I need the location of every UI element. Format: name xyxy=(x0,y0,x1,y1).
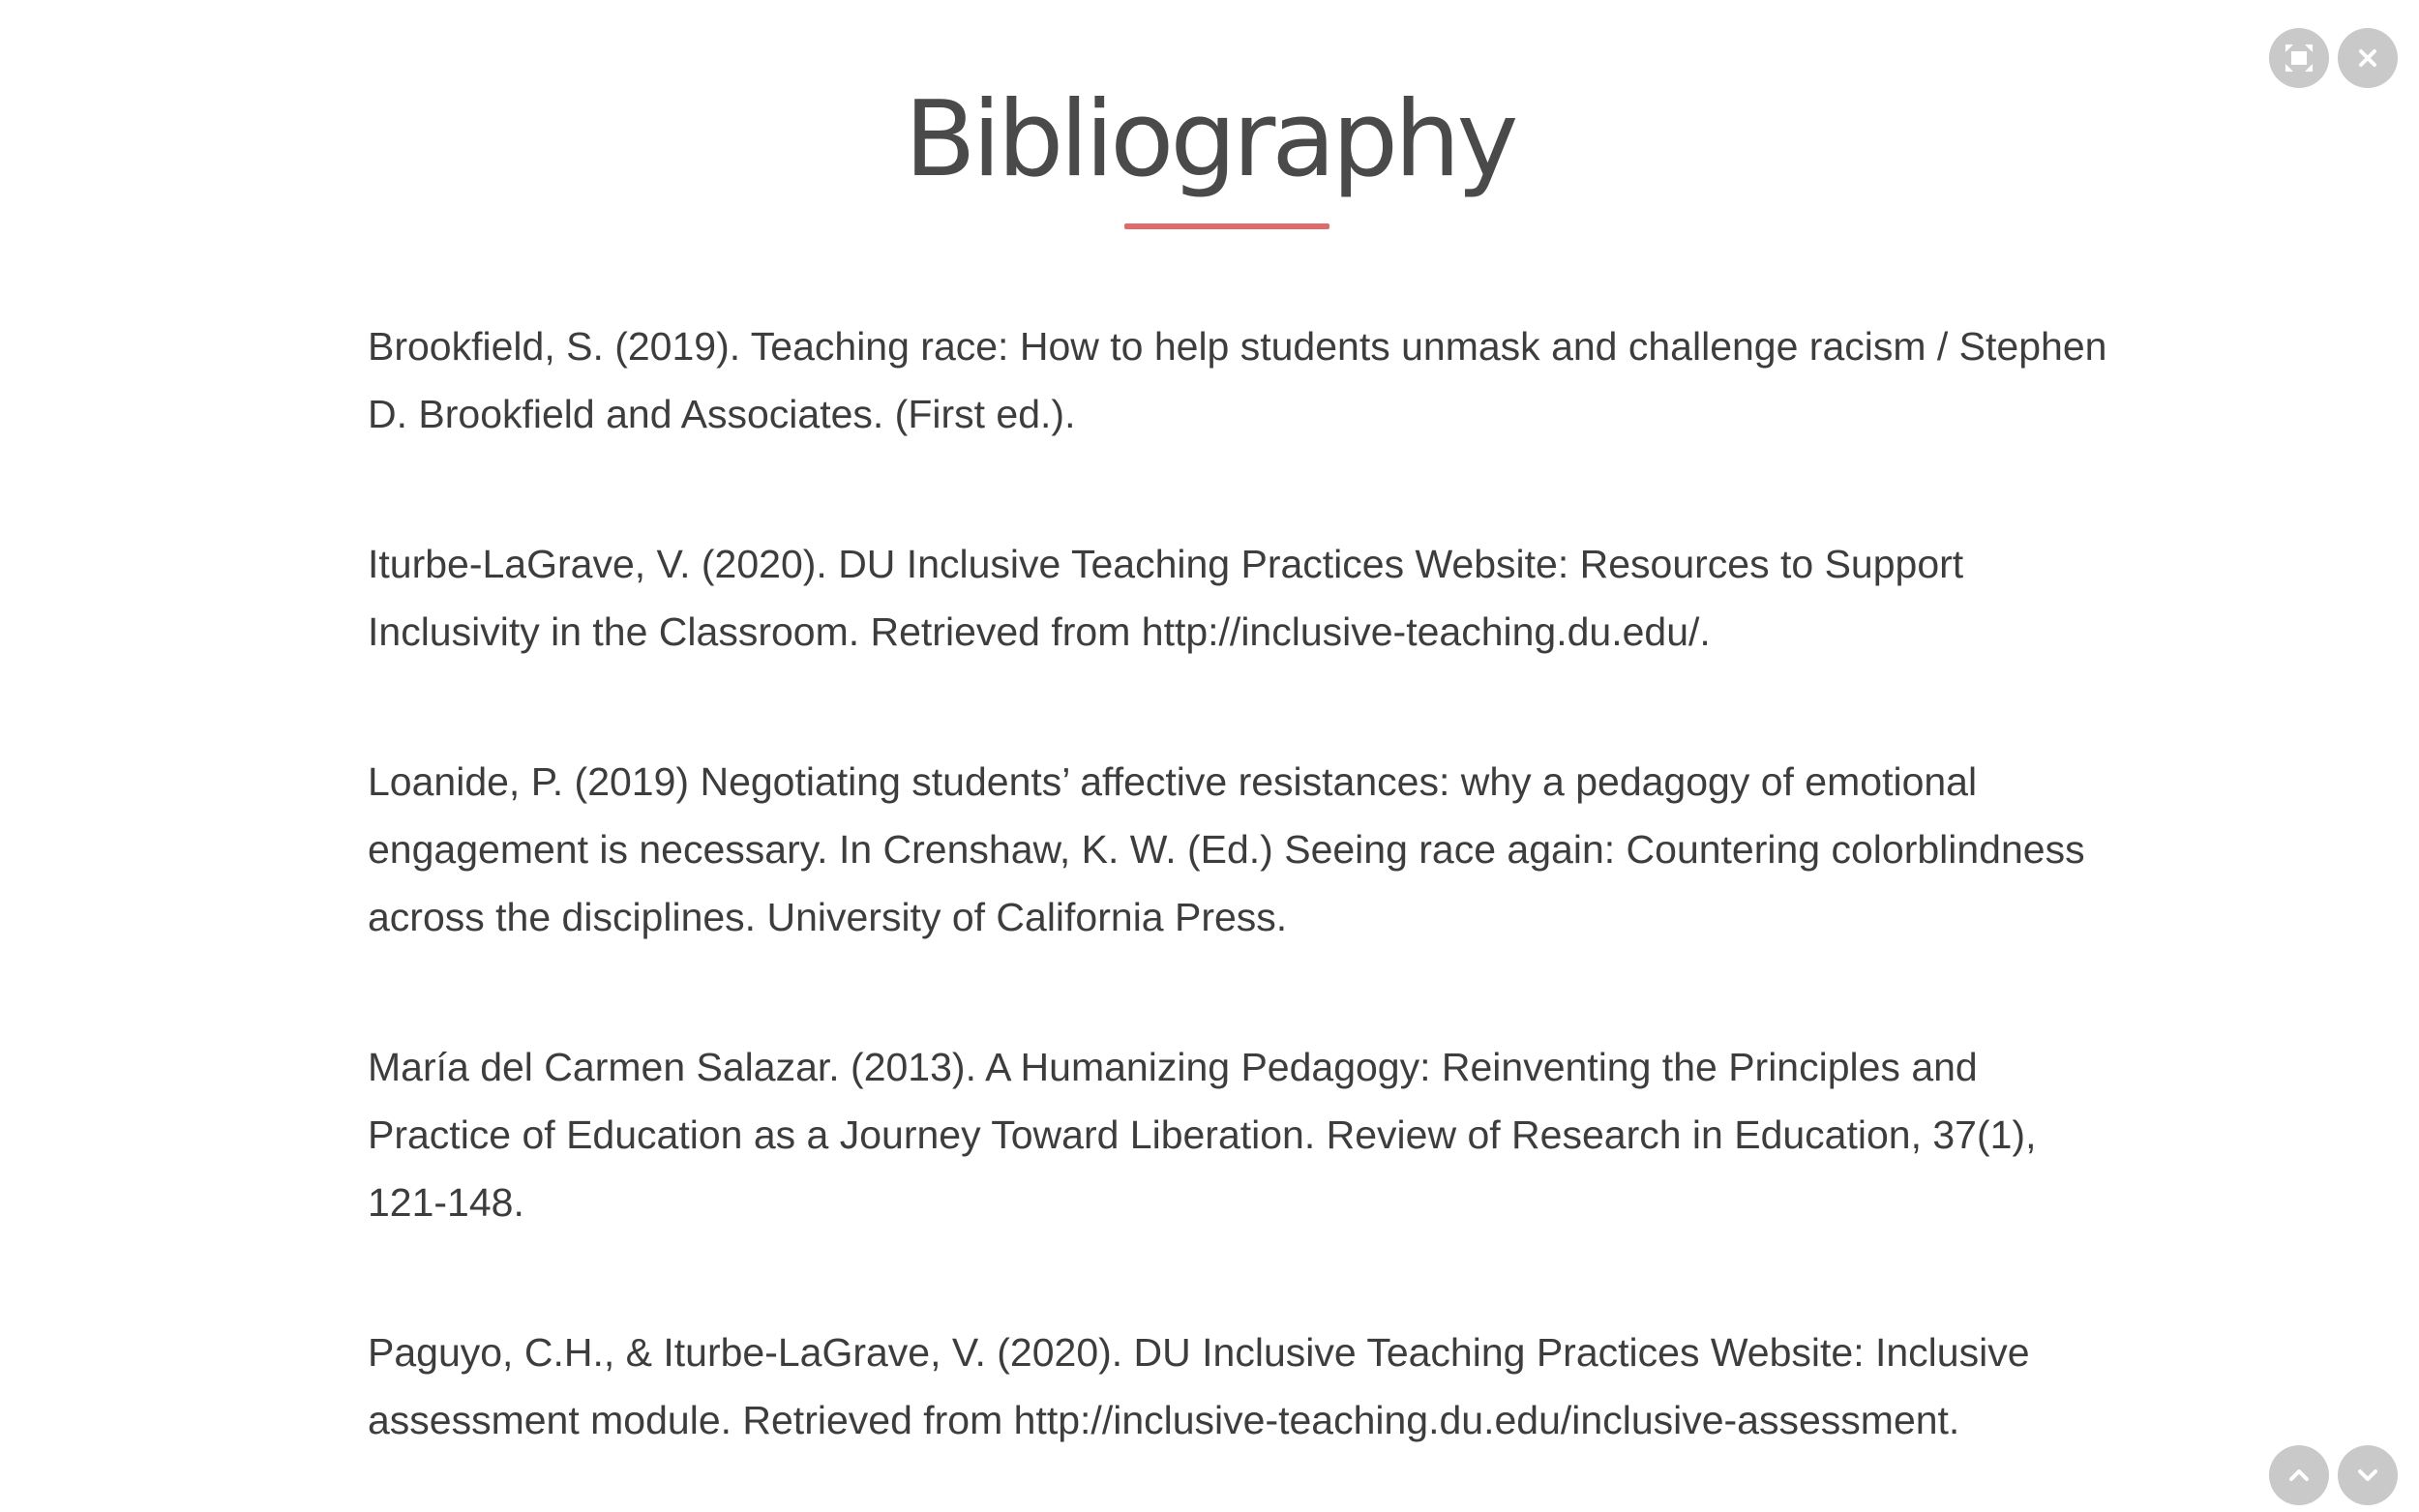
bibliography-entry: Iturbe-LaGrave, V. (2020). DU Inclusive Teaching Practices Website: Resources to Support Inclusivity in the Classroom. Retrieved from http://inclusive-teaching.du.edu/. xyxy=(368,542,1964,654)
close-icon xyxy=(2355,45,2380,71)
close-button[interactable] xyxy=(2338,28,2398,88)
fullscreen-button[interactable] xyxy=(2269,28,2329,88)
bibliography-entry: Brookfield, S. (2019). Teaching race: How to help students unmask and challenge racism / Stephen D. Brookfield and Associates. (First ed.). xyxy=(368,324,2107,436)
bibliography-entry: Loanide, P. (2019) Negotiating students’ affective resistances: why a pedagogy of emotional engagement is necessary. In Crenshaw, K. W. (Ed.) Seeing race again: Countering colorblindness across the disciplines. University of California Press. xyxy=(368,759,2085,939)
chevron-up-icon xyxy=(2285,1461,2314,1490)
page-title: Bibliography xyxy=(904,79,1515,200)
bibliography-entry: María del Carmen Salazar. (2013). A Humanizing Pedagogy: Reinventing the Principles and Practice of Education as a Journey Toward Liberation. Review of Research in Education, 37(1), 121-148. xyxy=(368,1045,2037,1225)
title-underline xyxy=(1124,223,1329,229)
previous-slide-button[interactable] xyxy=(2269,1445,2329,1505)
chevron-down-icon xyxy=(2353,1461,2382,1490)
bibliography-entry: Paguyo, C.H., & Iturbe-LaGrave, V. (2020). DU Inclusive Teaching Practices Website: Inclusive assessment module. Retrieved from http://inclusive-teaching.du.edu/inclusive-assessment. xyxy=(368,1330,2030,1442)
next-slide-button[interactable] xyxy=(2338,1445,2398,1505)
bibliography-list xyxy=(368,312,2109,1512)
fullscreen-icon xyxy=(2283,42,2315,74)
